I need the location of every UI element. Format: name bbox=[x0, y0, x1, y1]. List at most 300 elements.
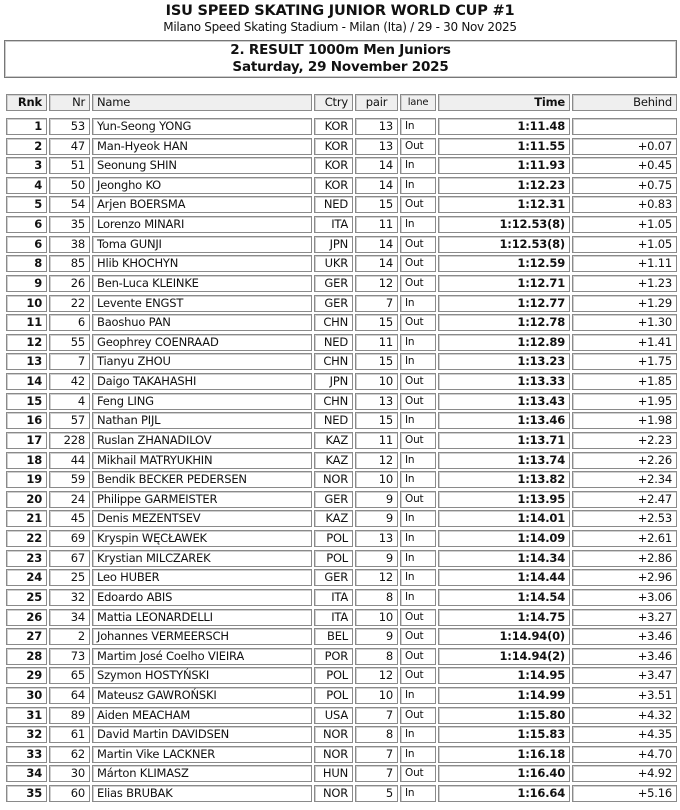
cell-rnk: 31 bbox=[6, 707, 47, 724]
cell-lane: Out bbox=[400, 196, 436, 213]
cell-ctry: NOR bbox=[314, 726, 353, 743]
cell-pair: 8 bbox=[355, 648, 398, 665]
cell-lane: In bbox=[400, 334, 436, 351]
cell-lane: In bbox=[400, 412, 436, 429]
cell-ctry: KAZ bbox=[314, 510, 353, 527]
cell-nr: 4 bbox=[49, 393, 90, 410]
cell-nr: 57 bbox=[49, 412, 90, 429]
table-row bbox=[0, 353, 680, 370]
cell-name: Daigo TAKAHASHI bbox=[92, 373, 312, 390]
cell-pair: 5 bbox=[355, 785, 398, 802]
cell-ctry: NED bbox=[314, 334, 353, 351]
cell-name: Mikhail MATRYUKHIN bbox=[92, 452, 312, 469]
table-row bbox=[0, 255, 680, 272]
cell-nr: 69 bbox=[49, 530, 90, 547]
cell-name: Johannes VERMEERSCH bbox=[92, 628, 312, 645]
cell-behind: +4.92 bbox=[572, 765, 677, 782]
cell-time: 1:14.01 bbox=[438, 510, 570, 527]
cell-nr: 89 bbox=[49, 707, 90, 724]
cell-pair: 9 bbox=[355, 491, 398, 508]
cell-rnk: 6 bbox=[6, 236, 47, 253]
cell-nr: 34 bbox=[49, 609, 90, 626]
cell-rnk: 4 bbox=[6, 177, 47, 194]
cell-behind: +4.32 bbox=[572, 707, 677, 724]
cell-lane: In bbox=[400, 295, 436, 312]
cell-lane: Out bbox=[400, 373, 436, 390]
table-row bbox=[0, 589, 680, 606]
table-row bbox=[0, 314, 680, 331]
cell-behind: +1.05 bbox=[572, 236, 677, 253]
cell-nr: 67 bbox=[49, 550, 90, 567]
cell-name: Levente ENGST bbox=[92, 295, 312, 312]
table-row bbox=[0, 569, 680, 586]
column-header-name: Name bbox=[92, 94, 312, 111]
cell-behind: +2.34 bbox=[572, 471, 677, 488]
cell-rnk: 27 bbox=[6, 628, 47, 645]
table-row bbox=[0, 667, 680, 684]
cell-time: 1:12.71 bbox=[438, 275, 570, 292]
cell-nr: 64 bbox=[49, 687, 90, 704]
cell-pair: 12 bbox=[355, 275, 398, 292]
cell-nr: 38 bbox=[49, 236, 90, 253]
result-title: 2. RESULT 1000m Men Juniors bbox=[230, 42, 451, 58]
cell-pair: 12 bbox=[355, 667, 398, 684]
cell-ctry: ITA bbox=[314, 609, 353, 626]
table-row bbox=[0, 687, 680, 704]
cell-rnk: 32 bbox=[6, 726, 47, 743]
cell-time: 1:14.09 bbox=[438, 530, 570, 547]
cell-behind: +3.47 bbox=[572, 667, 677, 684]
cell-pair: 15 bbox=[355, 412, 398, 429]
cell-time: 1:12.59 bbox=[438, 255, 570, 272]
cell-ctry: POL bbox=[314, 687, 353, 704]
table-row bbox=[0, 765, 680, 782]
cell-rnk: 1 bbox=[6, 118, 47, 135]
cell-name: Philippe GARMEISTER bbox=[92, 491, 312, 508]
cell-time: 1:11.55 bbox=[438, 138, 570, 155]
cell-lane: In bbox=[400, 589, 436, 606]
cell-ctry: NED bbox=[314, 196, 353, 213]
cell-pair: 11 bbox=[355, 432, 398, 449]
cell-rnk: 18 bbox=[6, 452, 47, 469]
cell-lane: In bbox=[400, 216, 436, 233]
table-row bbox=[0, 373, 680, 390]
cell-time: 1:13.33 bbox=[438, 373, 570, 390]
cell-name: Nathan PIJL bbox=[92, 412, 312, 429]
cell-rnk: 33 bbox=[6, 746, 47, 763]
cell-lane: In bbox=[400, 177, 436, 194]
cell-pair: 9 bbox=[355, 628, 398, 645]
table-row bbox=[0, 118, 680, 135]
table-row bbox=[0, 295, 680, 312]
cell-pair: 14 bbox=[355, 177, 398, 194]
cell-name: Yun-Seong YONG bbox=[92, 118, 312, 135]
cell-name: Szymon HOSTYŃSKI bbox=[92, 667, 312, 684]
cell-name: Ben-Luca KLEINKE bbox=[92, 275, 312, 292]
cell-lane: Out bbox=[400, 765, 436, 782]
cell-behind: +1.05 bbox=[572, 216, 677, 233]
cell-name: Kryspin WĘCŁAWEK bbox=[92, 530, 312, 547]
table-row bbox=[0, 648, 680, 665]
cell-nr: 53 bbox=[49, 118, 90, 135]
cell-name: Martin Vike LACKNER bbox=[92, 746, 312, 763]
cell-rnk: 20 bbox=[6, 491, 47, 508]
cell-ctry: KAZ bbox=[314, 432, 353, 449]
cell-pair: 9 bbox=[355, 510, 398, 527]
cell-pair: 8 bbox=[355, 589, 398, 606]
cell-lane: Out bbox=[400, 393, 436, 410]
cell-rnk: 29 bbox=[6, 667, 47, 684]
cell-lane: In bbox=[400, 157, 436, 174]
cell-rnk: 35 bbox=[6, 785, 47, 802]
cell-pair: 14 bbox=[355, 236, 398, 253]
cell-time: 1:12.78 bbox=[438, 314, 570, 331]
cell-name: Hlib KHOCHYN bbox=[92, 255, 312, 272]
table-row bbox=[0, 216, 680, 233]
cell-name: Feng LING bbox=[92, 393, 312, 410]
cell-nr: 55 bbox=[49, 334, 90, 351]
cell-lane: Out bbox=[400, 491, 436, 508]
cell-name: Leo HUBER bbox=[92, 569, 312, 586]
cell-name: Márton KLIMASZ bbox=[92, 765, 312, 782]
cell-nr: 61 bbox=[49, 726, 90, 743]
cell-name: Baoshuo PAN bbox=[92, 314, 312, 331]
cell-rnk: 2 bbox=[6, 138, 47, 155]
cell-rnk: 3 bbox=[6, 157, 47, 174]
table-row bbox=[0, 177, 680, 194]
cell-nr: 42 bbox=[49, 373, 90, 390]
cell-rnk: 11 bbox=[6, 314, 47, 331]
cell-lane: Out bbox=[400, 255, 436, 272]
cell-behind: +1.23 bbox=[572, 275, 677, 292]
cell-lane: In bbox=[400, 530, 436, 547]
cell-ctry: KAZ bbox=[314, 452, 353, 469]
cell-rnk: 26 bbox=[6, 609, 47, 626]
cell-ctry: UKR bbox=[314, 255, 353, 272]
cell-ctry: GER bbox=[314, 569, 353, 586]
cell-lane: In bbox=[400, 687, 436, 704]
cell-behind: +2.26 bbox=[572, 452, 677, 469]
cell-ctry: POL bbox=[314, 667, 353, 684]
cell-behind: +1.11 bbox=[572, 255, 677, 272]
cell-lane: Out bbox=[400, 432, 436, 449]
cell-ctry: CHN bbox=[314, 393, 353, 410]
cell-behind: +2.61 bbox=[572, 530, 677, 547]
cell-behind: +5.16 bbox=[572, 785, 677, 802]
cell-pair: 7 bbox=[355, 295, 398, 312]
cell-behind: +2.23 bbox=[572, 432, 677, 449]
cell-lane: In bbox=[400, 471, 436, 488]
cell-pair: 10 bbox=[355, 471, 398, 488]
cell-pair: 15 bbox=[355, 314, 398, 331]
cell-lane: In bbox=[400, 550, 436, 567]
cell-behind: +2.96 bbox=[572, 569, 677, 586]
cell-time: 1:14.95 bbox=[438, 667, 570, 684]
cell-behind: +1.30 bbox=[572, 314, 677, 331]
cell-time: 1:13.71 bbox=[438, 432, 570, 449]
cell-nr: 32 bbox=[49, 589, 90, 606]
cell-time: 1:13.23 bbox=[438, 353, 570, 370]
cell-pair: 8 bbox=[355, 726, 398, 743]
cell-rnk: 34 bbox=[6, 765, 47, 782]
column-header-lane: lane bbox=[400, 94, 436, 111]
table-row bbox=[0, 157, 680, 174]
cell-name: Elias BRUBAK bbox=[92, 785, 312, 802]
cell-behind: +4.70 bbox=[572, 746, 677, 763]
cell-behind: +3.06 bbox=[572, 589, 677, 606]
cell-behind: +1.85 bbox=[572, 373, 677, 390]
table-row bbox=[0, 412, 680, 429]
cell-pair: 11 bbox=[355, 216, 398, 233]
column-header-behind: Behind bbox=[572, 94, 677, 111]
cell-nr: 6 bbox=[49, 314, 90, 331]
cell-ctry: KOR bbox=[314, 177, 353, 194]
cell-behind bbox=[572, 118, 677, 135]
cell-nr: 7 bbox=[49, 353, 90, 370]
cell-rnk: 22 bbox=[6, 530, 47, 547]
cell-nr: 62 bbox=[49, 746, 90, 763]
cell-pair: 13 bbox=[355, 138, 398, 155]
cell-nr: 59 bbox=[49, 471, 90, 488]
table-row bbox=[0, 550, 680, 567]
column-header-pair: pair bbox=[355, 94, 398, 111]
cell-rnk: 14 bbox=[6, 373, 47, 390]
cell-rnk: 15 bbox=[6, 393, 47, 410]
table-row bbox=[0, 530, 680, 547]
cell-behind: +1.98 bbox=[572, 412, 677, 429]
cell-behind: +4.35 bbox=[572, 726, 677, 743]
table-row bbox=[0, 138, 680, 155]
cell-name: Bendik BECKER PEDERSEN bbox=[92, 471, 312, 488]
cell-time: 1:15.80 bbox=[438, 707, 570, 724]
table-row bbox=[0, 510, 680, 527]
cell-behind: +2.53 bbox=[572, 510, 677, 527]
cell-lane: In bbox=[400, 569, 436, 586]
cell-ctry: GER bbox=[314, 491, 353, 508]
cell-behind: +0.83 bbox=[572, 196, 677, 213]
cell-name: David Martin DAVIDSEN bbox=[92, 726, 312, 743]
cell-pair: 15 bbox=[355, 196, 398, 213]
cell-time: 1:15.83 bbox=[438, 726, 570, 743]
cell-ctry: POR bbox=[314, 648, 353, 665]
cell-pair: 11 bbox=[355, 334, 398, 351]
cell-rnk: 6 bbox=[6, 216, 47, 233]
cell-behind: +0.07 bbox=[572, 138, 677, 155]
cell-name: Jeongho KO bbox=[92, 177, 312, 194]
cell-time: 1:12.77 bbox=[438, 295, 570, 312]
table-row bbox=[0, 393, 680, 410]
cell-name: Tianyu ZHOU bbox=[92, 353, 312, 370]
cell-behind: +1.41 bbox=[572, 334, 677, 351]
cell-rnk: 16 bbox=[6, 412, 47, 429]
cell-name: Ruslan ZHANADILOV bbox=[92, 432, 312, 449]
cell-name: Denis MEZENTSEV bbox=[92, 510, 312, 527]
event-subtitle: Milano Speed Skating Stadium - Milan (Ita) / 29 - 30 Nov 2025 bbox=[163, 20, 517, 34]
cell-time: 1:11.93 bbox=[438, 157, 570, 174]
cell-rnk: 28 bbox=[6, 648, 47, 665]
cell-name: Seonung SHIN bbox=[92, 157, 312, 174]
cell-ctry: BEL bbox=[314, 628, 353, 645]
cell-ctry: ITA bbox=[314, 589, 353, 606]
table-row bbox=[0, 628, 680, 645]
cell-behind: +3.46 bbox=[572, 628, 677, 645]
cell-ctry: POL bbox=[314, 530, 353, 547]
cell-pair: 12 bbox=[355, 452, 398, 469]
cell-time: 1:14.34 bbox=[438, 550, 570, 567]
cell-rnk: 10 bbox=[6, 295, 47, 312]
cell-time: 1:16.64 bbox=[438, 785, 570, 802]
cell-ctry: NOR bbox=[314, 746, 353, 763]
cell-rnk: 24 bbox=[6, 569, 47, 586]
cell-time: 1:12.89 bbox=[438, 334, 570, 351]
cell-lane: In bbox=[400, 118, 436, 135]
results-table-header bbox=[0, 94, 680, 111]
cell-lane: In bbox=[400, 452, 436, 469]
cell-pair: 14 bbox=[355, 255, 398, 272]
cell-rnk: 30 bbox=[6, 687, 47, 704]
cell-nr: 50 bbox=[49, 177, 90, 194]
cell-behind: +0.45 bbox=[572, 157, 677, 174]
cell-name: Krystian MILCZAREK bbox=[92, 550, 312, 567]
cell-pair: 13 bbox=[355, 118, 398, 135]
cell-lane: Out bbox=[400, 707, 436, 724]
cell-lane: Out bbox=[400, 138, 436, 155]
table-row bbox=[0, 196, 680, 213]
table-row bbox=[0, 609, 680, 626]
cell-nr: 44 bbox=[49, 452, 90, 469]
table-row bbox=[0, 452, 680, 469]
table-row bbox=[0, 432, 680, 449]
cell-time: 1:11.48 bbox=[438, 118, 570, 135]
cell-time: 1:16.40 bbox=[438, 765, 570, 782]
cell-behind: +3.27 bbox=[572, 609, 677, 626]
cell-pair: 10 bbox=[355, 373, 398, 390]
cell-lane: Out bbox=[400, 609, 436, 626]
cell-name: Lorenzo MINARI bbox=[92, 216, 312, 233]
cell-pair: 7 bbox=[355, 765, 398, 782]
cell-time: 1:14.94(2) bbox=[438, 648, 570, 665]
cell-lane: Out bbox=[400, 628, 436, 645]
cell-lane: In bbox=[400, 510, 436, 527]
cell-lane: In bbox=[400, 726, 436, 743]
cell-rnk: 8 bbox=[6, 255, 47, 272]
cell-ctry: JPN bbox=[314, 373, 353, 390]
table-row bbox=[0, 785, 680, 802]
cell-rnk: 9 bbox=[6, 275, 47, 292]
cell-ctry: KOR bbox=[314, 138, 353, 155]
cell-ctry: NOR bbox=[314, 785, 353, 802]
cell-lane: In bbox=[400, 785, 436, 802]
cell-pair: 10 bbox=[355, 687, 398, 704]
cell-behind: +1.75 bbox=[572, 353, 677, 370]
cell-rnk: 23 bbox=[6, 550, 47, 567]
cell-name: Aiden MEACHAM bbox=[92, 707, 312, 724]
cell-nr: 85 bbox=[49, 255, 90, 272]
cell-rnk: 13 bbox=[6, 353, 47, 370]
cell-nr: 30 bbox=[49, 765, 90, 782]
column-header-time: Time bbox=[438, 94, 570, 111]
cell-nr: 24 bbox=[49, 491, 90, 508]
cell-name: Man-Hyeok HAN bbox=[92, 138, 312, 155]
cell-time: 1:12.53(8) bbox=[438, 216, 570, 233]
cell-nr: 2 bbox=[49, 628, 90, 645]
cell-behind: +3.46 bbox=[572, 648, 677, 665]
cell-lane: Out bbox=[400, 236, 436, 253]
cell-time: 1:16.18 bbox=[438, 746, 570, 763]
cell-ctry: HUN bbox=[314, 765, 353, 782]
cell-time: 1:13.74 bbox=[438, 452, 570, 469]
cell-pair: 14 bbox=[355, 157, 398, 174]
cell-ctry: POL bbox=[314, 550, 353, 567]
cell-pair: 15 bbox=[355, 353, 398, 370]
cell-pair: 10 bbox=[355, 609, 398, 626]
cell-behind: +2.47 bbox=[572, 491, 677, 508]
cell-nr: 228 bbox=[49, 432, 90, 449]
cell-lane: Out bbox=[400, 275, 436, 292]
cell-nr: 45 bbox=[49, 510, 90, 527]
cell-behind: +0.75 bbox=[572, 177, 677, 194]
cell-lane: In bbox=[400, 353, 436, 370]
cell-time: 1:12.53(8) bbox=[438, 236, 570, 253]
cell-rnk: 17 bbox=[6, 432, 47, 449]
cell-name: Mateusz GAWROŃSKI bbox=[92, 687, 312, 704]
cell-rnk: 25 bbox=[6, 589, 47, 606]
cell-pair: 13 bbox=[355, 393, 398, 410]
cell-time: 1:14.99 bbox=[438, 687, 570, 704]
cell-ctry: NED bbox=[314, 412, 353, 429]
cell-rnk: 21 bbox=[6, 510, 47, 527]
cell-nr: 60 bbox=[49, 785, 90, 802]
table-row bbox=[0, 746, 680, 763]
cell-time: 1:12.23 bbox=[438, 177, 570, 194]
cell-lane: Out bbox=[400, 667, 436, 684]
cell-ctry: USA bbox=[314, 707, 353, 724]
cell-name: Geophrey COENRAAD bbox=[92, 334, 312, 351]
result-title-box bbox=[4, 40, 677, 78]
cell-behind: +1.95 bbox=[572, 393, 677, 410]
table-row bbox=[0, 334, 680, 351]
cell-time: 1:13.82 bbox=[438, 471, 570, 488]
cell-name: Mattia LEONARDELLI bbox=[92, 609, 312, 626]
cell-nr: 51 bbox=[49, 157, 90, 174]
table-row bbox=[0, 491, 680, 508]
cell-pair: 9 bbox=[355, 550, 398, 567]
cell-ctry: JPN bbox=[314, 236, 353, 253]
cell-nr: 47 bbox=[49, 138, 90, 155]
cell-ctry: GER bbox=[314, 295, 353, 312]
cell-nr: 25 bbox=[49, 569, 90, 586]
cell-ctry: KOR bbox=[314, 157, 353, 174]
table-row bbox=[0, 707, 680, 724]
cell-time: 1:14.54 bbox=[438, 589, 570, 606]
table-row bbox=[0, 275, 680, 292]
cell-name: Arjen BOERSMA bbox=[92, 196, 312, 213]
cell-time: 1:13.43 bbox=[438, 393, 570, 410]
cell-rnk: 5 bbox=[6, 196, 47, 213]
result-date: Saturday, 29 November 2025 bbox=[232, 59, 449, 75]
cell-time: 1:13.46 bbox=[438, 412, 570, 429]
cell-time: 1:12.31 bbox=[438, 196, 570, 213]
cell-nr: 73 bbox=[49, 648, 90, 665]
cell-ctry: GER bbox=[314, 275, 353, 292]
cell-pair: 7 bbox=[355, 707, 398, 724]
column-header-rnk: Rnk bbox=[6, 94, 47, 111]
cell-pair: 7 bbox=[355, 746, 398, 763]
cell-pair: 13 bbox=[355, 530, 398, 547]
table-row bbox=[0, 471, 680, 488]
cell-ctry: NOR bbox=[314, 471, 353, 488]
cell-ctry: CHN bbox=[314, 314, 353, 331]
